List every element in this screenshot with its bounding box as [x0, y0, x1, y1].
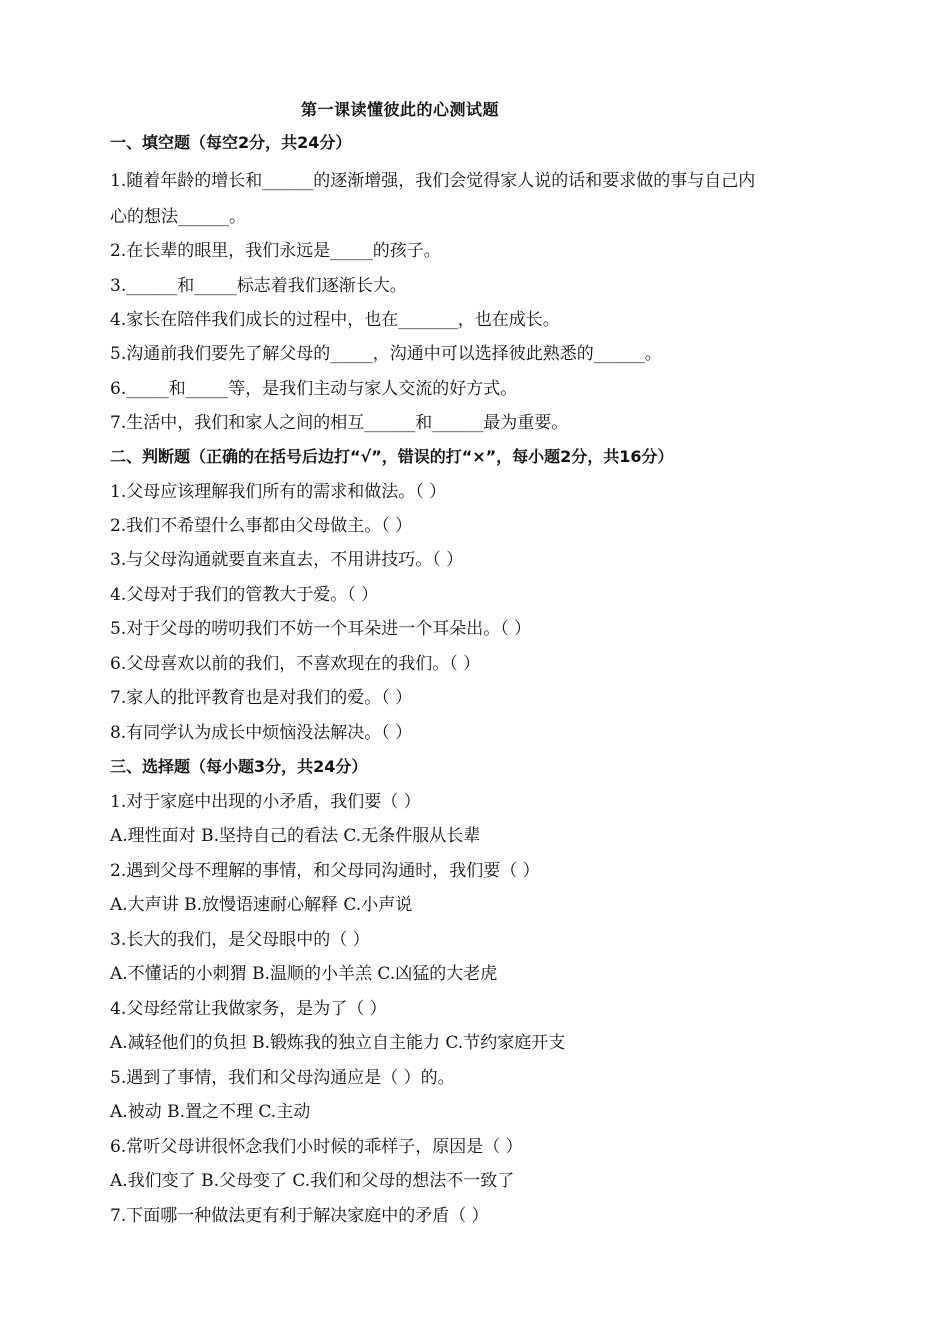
question-line: 8.有同学认为成长中烦恼没法解决。（ ） — [110, 723, 413, 743]
question-line: 1.对于家庭中出现的小矛盾，我们要（ ） — [110, 792, 421, 812]
section-heading-fill-in: 一、填空题（每空2分，共24分） — [110, 133, 352, 152]
question-line: 4.父母经常让我做家务，是为了（ ） — [110, 999, 387, 1019]
question-line: 6.父母喜欢以前的我们，不喜欢现在的我们。（ ） — [110, 654, 481, 674]
page-title: 第一课读懂彼此的心测试题 — [300, 100, 499, 119]
question-line: 5.沟通前我们要先了解父母的_____，沟通中可以选择彼此熟悉的______。 — [110, 344, 662, 364]
options-line: A.不懂话的小刺猬 B.温顺的小羊羔 C.凶猛的大老虎 — [110, 964, 498, 984]
question-line: 2.遇到父母不理解的事情，和父母同沟通时，我们要（ ） — [110, 861, 540, 881]
question-line: 1.随着年龄的增长和______的逐渐增强，我们会觉得家人说的话和要求做的事与自己内 — [110, 171, 756, 191]
question-line: 3.与父母沟通就要直来直去，不用讲技巧。（ ） — [110, 550, 464, 570]
question-line: 3.______和_____标志着我们逐渐长大。 — [110, 276, 407, 296]
options-line: A.减轻他们的负担 B.锻炼我的独立自主能力 C.节约家庭开支 — [110, 1033, 566, 1053]
question-line: 4.父母对于我们的管教大于爱。（ ） — [110, 585, 379, 605]
section-heading-true-false: 二、判断题（正确的在括号后边打“√”，错误的打“×”，每小题2分，共16分） — [110, 447, 674, 466]
options-line: A.理性面对 B.坚持自己的看法 C.无条件服从长辈 — [110, 826, 481, 846]
question-line: 2.在长辈的眼里，我们永远是_____的孩子。 — [110, 241, 441, 261]
options-line: A.被动 B.置之不理 C.主动 — [110, 1102, 311, 1122]
question-line: 6._____和_____等，是我们主动与家人交流的好方式。 — [110, 379, 518, 399]
section-heading-multiple-choice: 三、选择题（每小题3分，共24分） — [110, 757, 368, 776]
question-line: 6.常听父母讲很怀念我们小时候的乖样子，原因是（ ） — [110, 1137, 523, 1157]
question-line: 7.下面哪一种做法更有利于解决家庭中的矛盾（ ） — [110, 1206, 489, 1226]
question-line: 7.生活中，我们和家人之间的相互______和______最为重要。 — [110, 413, 569, 433]
options-line: A.大声讲 B.放慢语速耐心解释 C.小声说 — [110, 895, 413, 915]
question-line: 4.家长在陪伴我们成长的过程中，也在_______，也在成长。 — [110, 310, 560, 330]
question-line: 2.我们不希望什么事都由父母做主。（ ） — [110, 516, 413, 536]
question-line: 5.对于父母的唠叨我们不妨一个耳朵进一个耳朵出。（ ） — [110, 619, 532, 639]
options-line: A.我们变了 B.父母变了 C.我们和父母的想法不一致了 — [110, 1171, 515, 1191]
question-line: 3.长大的我们，是父母眼中的（ ） — [110, 930, 370, 950]
question-line: 心的想法______。 — [110, 207, 246, 227]
question-line: 7.家人的批评教育也是对我们的爱。（ ） — [110, 688, 413, 708]
question-line: 5.遇到了事情，我们和父母沟通应是（ ）的。 — [110, 1068, 455, 1088]
question-line: 1.父母应该理解我们所有的需求和做法。（ ） — [110, 482, 447, 502]
